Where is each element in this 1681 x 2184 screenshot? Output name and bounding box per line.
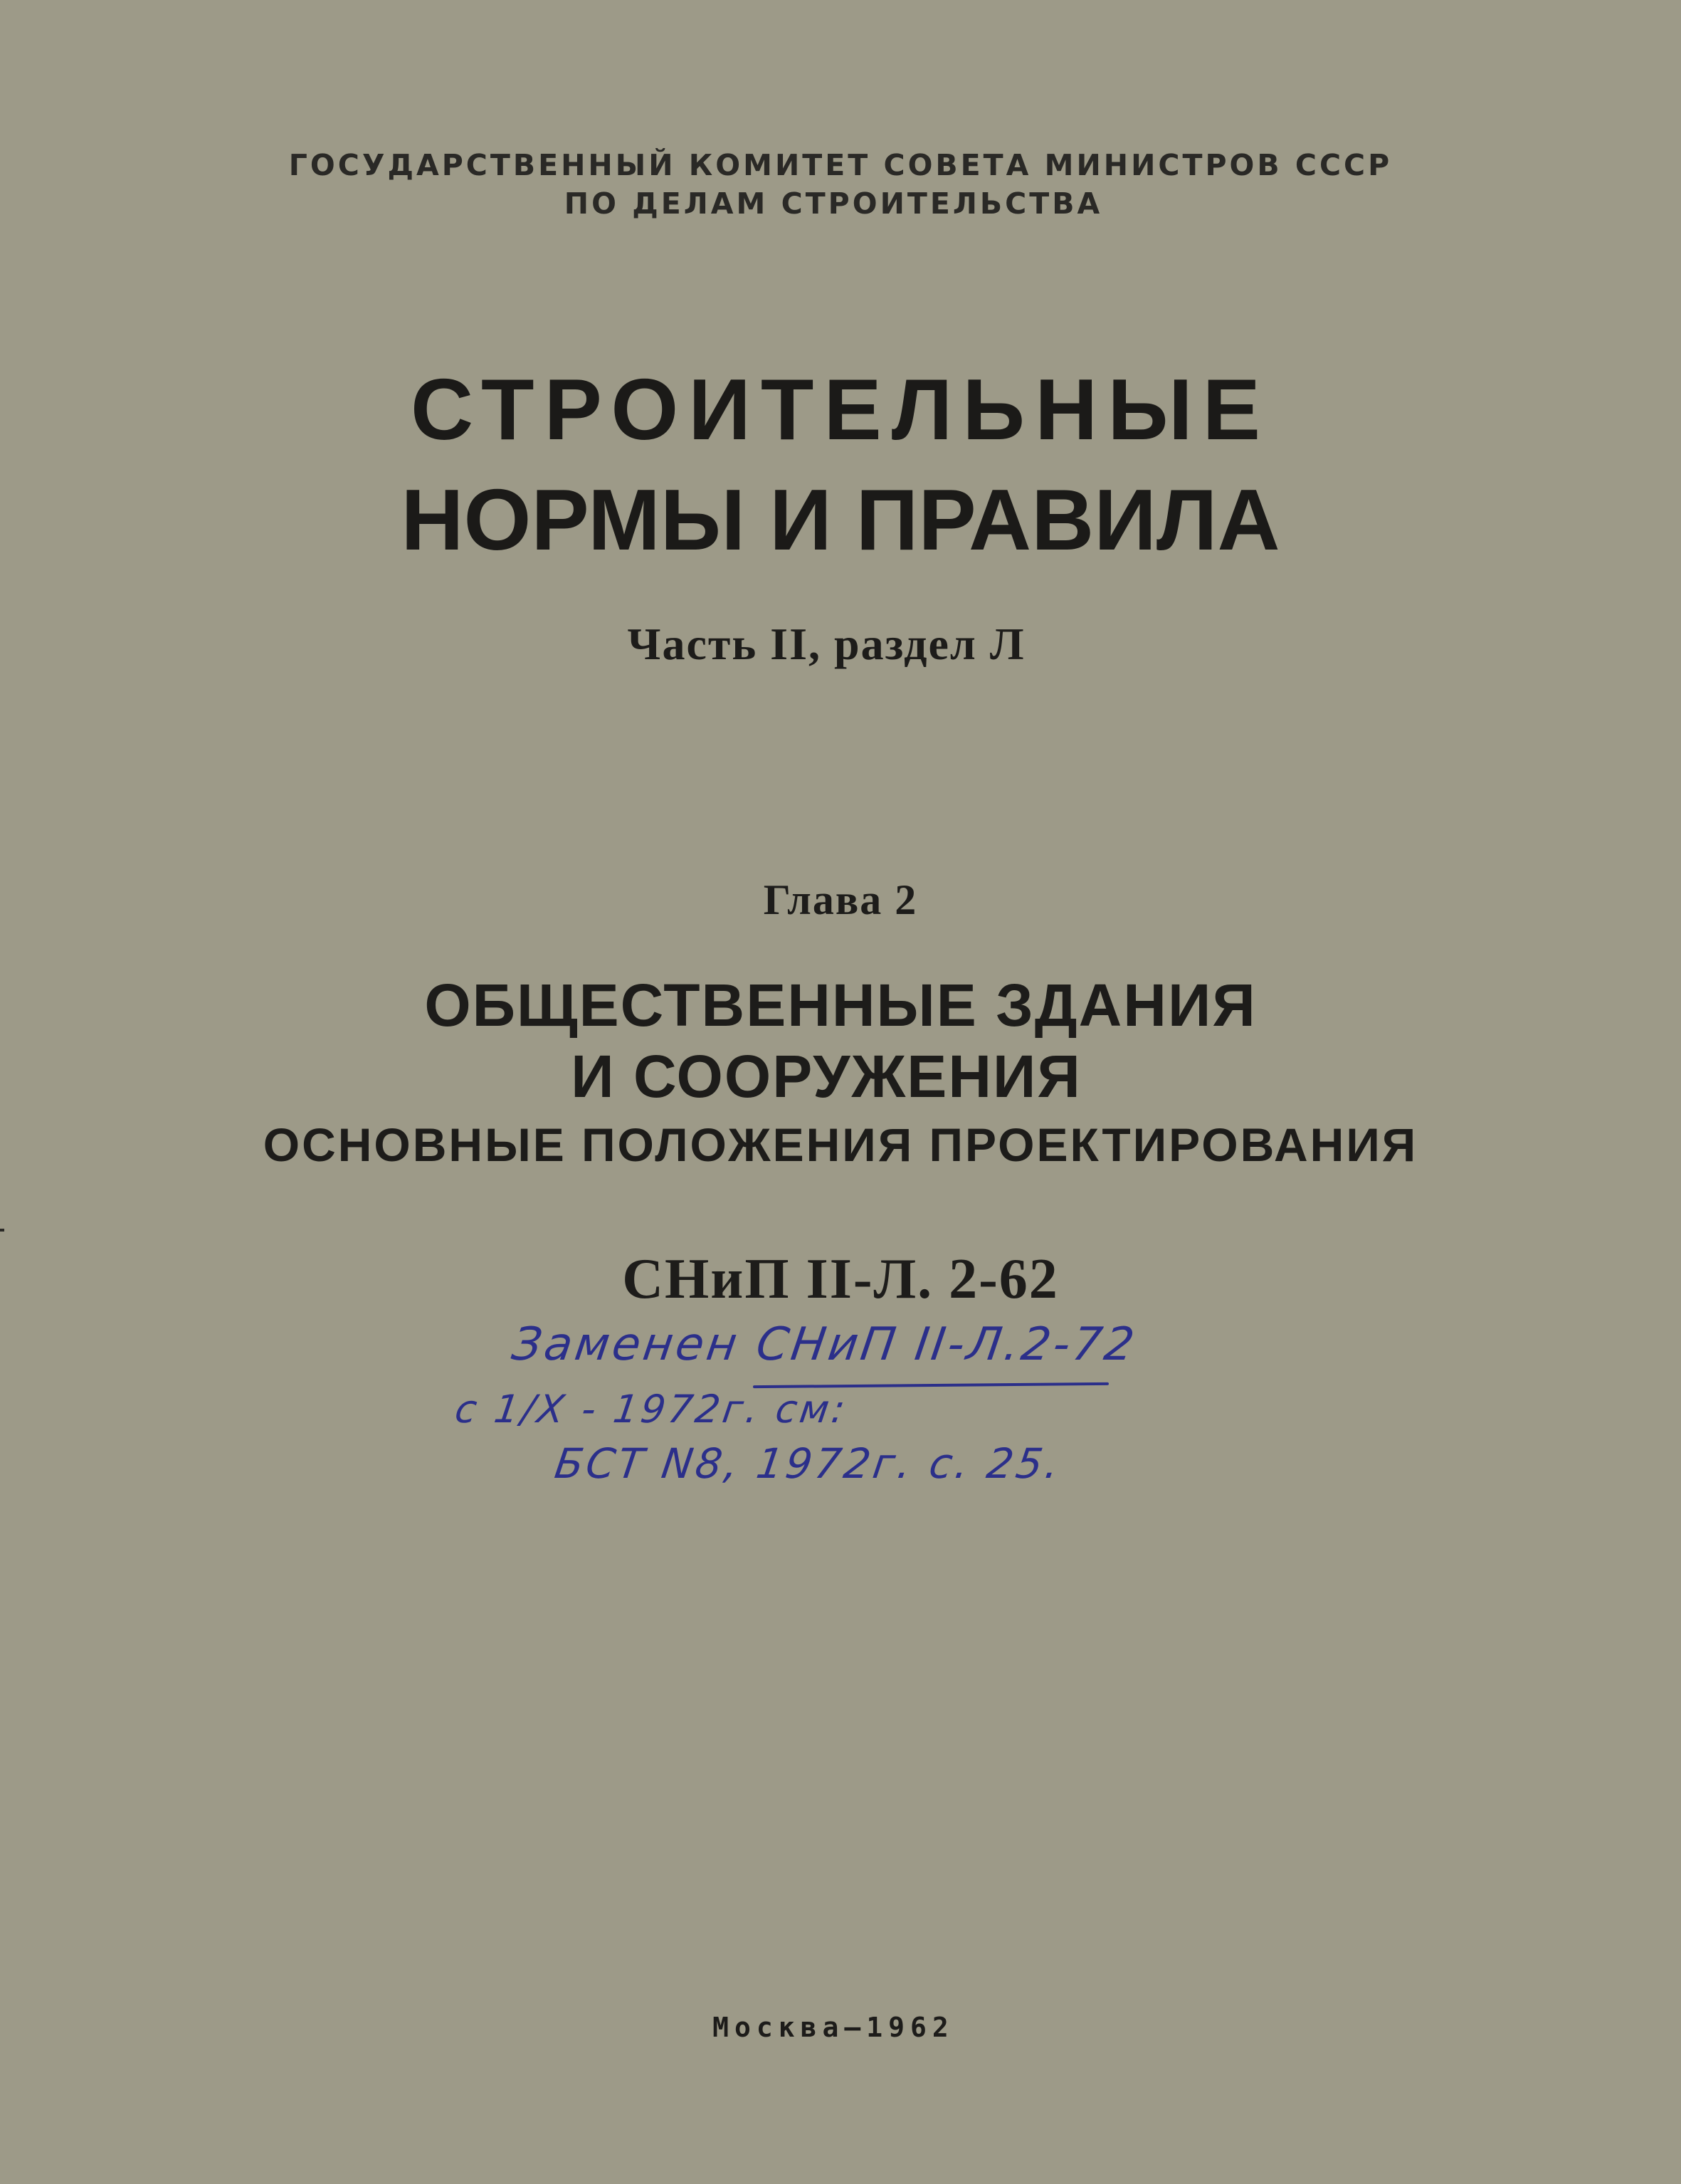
chapter-label: Глава 2 [763, 876, 918, 923]
chapter-subject-line-2: И СООРУЖЕНИЯ [571, 1043, 1082, 1110]
part-section: Часть II, раздел Л [627, 619, 1026, 669]
handwritten-note-line-3: БСТ N8, 1972г. с. 25. [552, 1439, 1065, 1488]
committee-line-1: ГОСУДАРСТВЕННЫЙ КОМИТЕТ СОВЕТА МИНИСТРОВ СССР [288, 148, 1393, 182]
chapter-subject-line-1: ОБЩЕСТВЕННЫЕ ЗДАНИЯ [424, 972, 1257, 1039]
committee-line-2: ПО ДЕЛАМ СТРОИТЕЛЬСТВА [564, 187, 1103, 221]
handwritten-note-line-1: Заменен СНиП II-Л.2-72 [508, 1318, 1140, 1371]
chapter-subtitle: ОСНОВНЫЕ ПОЛОЖЕНИЯ ПРОЕКТИРОВАНИЯ [263, 1118, 1418, 1171]
document-title-line-1: СТРОИТЕЛЬНЫЕ [410, 361, 1271, 458]
handwritten-note-line-2: с 1/X - 1972г. см: [452, 1387, 851, 1432]
document-title-line-2: НОРМЫ И ПРАВИЛА [401, 471, 1280, 568]
margin-mark [0, 1229, 4, 1232]
publication-imprint: Москва—1962 [712, 2012, 954, 2043]
document-code: СНиП II-Л. 2-62 [622, 1248, 1059, 1311]
